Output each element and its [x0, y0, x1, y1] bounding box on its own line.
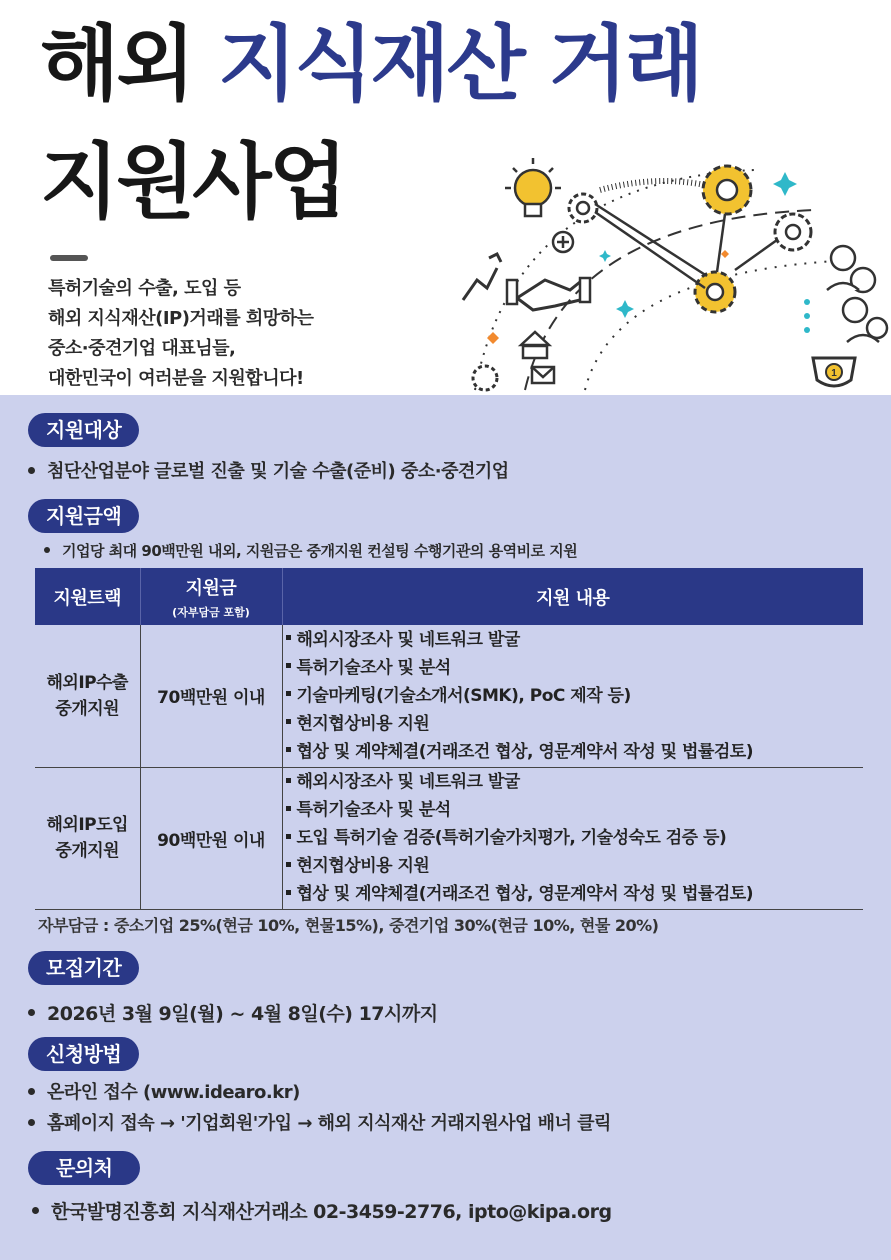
gear-icon-left — [569, 194, 597, 222]
target-bullet — [28, 457, 509, 483]
dot-column — [804, 299, 810, 333]
method-bullet — [28, 1078, 300, 1104]
section-badge-target: 지원대상 — [28, 413, 139, 447]
tick-arc — [600, 181, 705, 190]
beam-line — [717, 214, 725, 272]
growth-arrow-head — [489, 254, 501, 262]
intro-text — [48, 274, 313, 394]
amount-bullet — [44, 540, 577, 561]
section-badge-period: 모집기간 — [28, 951, 139, 985]
intro-line: 대한민국이 여러분을 지원합니다! — [48, 368, 304, 389]
plus-circle-icon — [553, 232, 573, 252]
section-badge-contact: 문의처 — [28, 1151, 140, 1185]
content-item: 특허기술조사 및 분석 — [286, 796, 864, 824]
bullet-dot — [32, 1207, 39, 1214]
content-item: 해외시장조사 및 네트워크 발굴 — [286, 626, 864, 654]
content-item: 해외시장조사 및 네트워크 발굴 — [286, 768, 864, 796]
intro-line: 해외 지식재산(IP)거래를 희망하는 — [48, 308, 314, 329]
beam-line — [735, 240, 777, 270]
gear-icon-bottom-left — [473, 366, 497, 390]
self-burden-note: 자부담금 : 중소기업 25%(현금 10%, 현물15%), 중견기업 30%(현금 10%, 현물 20%) — [38, 916, 659, 935]
amount-cell: 90백만원 이내 — [140, 767, 282, 909]
beam-line — [595, 204, 707, 276]
growth-arrow-icon — [463, 268, 497, 300]
bullet-dot — [28, 1009, 35, 1016]
track-cell — [35, 767, 140, 909]
intro-line: 특허기술의 수출, 도입 등 — [48, 278, 241, 299]
section-badge-amount: 지원금액 — [28, 499, 139, 533]
hero-illustration — [455, 150, 891, 395]
method-text-online: 온라인 접수 (www.idearo.kr) — [47, 1082, 300, 1103]
page-title-line1 — [40, 18, 701, 112]
target-text: 첨단산업분야 글로벌 진출 및 기술 수출(준비) 중소·중견기업 — [47, 461, 509, 482]
beam-line — [595, 212, 705, 288]
content-item: 특허기술조사 및 분석 — [286, 654, 864, 682]
table-header-row — [35, 568, 863, 625]
contact-text: 한국발명진흥회 지식재산거래소 02-3459-2776, ipto@kipa.org — [51, 1201, 612, 1223]
col-header-track: 지원트랙 — [35, 568, 140, 625]
content-item: 기술마케팅(기술소개서(SMK), PoC 제작 등) — [286, 682, 864, 710]
header — [0, 0, 891, 395]
gear-icon-center — [695, 272, 735, 312]
contact-bullet — [32, 1197, 612, 1224]
content-item: 협상 및 계약체결(거래조건 협상, 영문계약서 작성 및 법률검토) — [286, 738, 864, 766]
title-divider — [50, 255, 88, 261]
gear-icon-top — [703, 166, 751, 214]
period-bullet — [28, 999, 438, 1026]
title-word-overseas: 해외 — [40, 17, 218, 112]
people-group-icon — [827, 246, 887, 342]
bullet-dot — [44, 547, 50, 553]
amount-cell: 70백만원 이내 — [140, 625, 282, 767]
track-name: 해외IP도입 — [46, 815, 128, 835]
handshake-icon — [507, 278, 590, 310]
content-item: 현지협상비용 지원 — [286, 852, 864, 880]
bullet-dot — [28, 1088, 35, 1095]
amount-text: 기업당 최대 90백만원 내외, 지원금은 중개지원 컨설팅 수행기관의 용역비로 지원 — [62, 542, 578, 560]
gear-icon-right — [775, 214, 811, 250]
section-badge-method: 신청방법 — [28, 1037, 139, 1071]
content-item: 현지협상비용 지원 — [286, 710, 864, 738]
track-type: 중개지원 — [55, 698, 120, 719]
bullet-dot — [28, 467, 35, 474]
track-cell — [35, 625, 140, 767]
diamond-icon — [487, 250, 729, 344]
col-header-contents: 지원 내용 — [282, 568, 863, 625]
title-word-ip-trade: 지식재산 거래 — [217, 17, 701, 112]
trophy-rank-label: 1 — [831, 368, 837, 379]
page-title-line2: 지원사업 — [40, 135, 345, 230]
support-table — [35, 568, 863, 910]
method-bullet — [28, 1109, 611, 1135]
method-text-homepage: 홈페이지 접속 → '기업회원'가입 → 해외 지식재산 거래지원사업 배너 클릭 — [47, 1113, 611, 1134]
col-header-amount: 지원금 (자부담금 포함) — [140, 568, 282, 625]
trophy-icon — [813, 358, 855, 386]
bullet-dot — [28, 1119, 35, 1126]
content-item: 협상 및 계약체결(거래조건 협상, 영문계약서 작성 및 법률검토) — [286, 880, 864, 908]
table-row — [35, 767, 863, 909]
period-text: 2026년 3월 9일(월) ~ 4월 8일(수) 17시까지 — [47, 1003, 438, 1025]
envelope-icon — [532, 367, 554, 383]
content-item: 도입 특허기술 검증(특허기술가치평가, 기술성숙도 검증 등) — [286, 824, 864, 852]
table-row — [35, 625, 863, 767]
contents-cell — [282, 625, 863, 767]
track-name: 해외IP수출 — [46, 672, 128, 693]
contents-cell — [282, 767, 863, 909]
lightbulb-icon — [505, 158, 561, 216]
track-type: 중개지원 — [55, 841, 120, 861]
intro-line: 중소·중견기업 대표님들, — [48, 338, 236, 359]
col-header-amount-sub: (자부담금 포함) — [172, 605, 250, 619]
